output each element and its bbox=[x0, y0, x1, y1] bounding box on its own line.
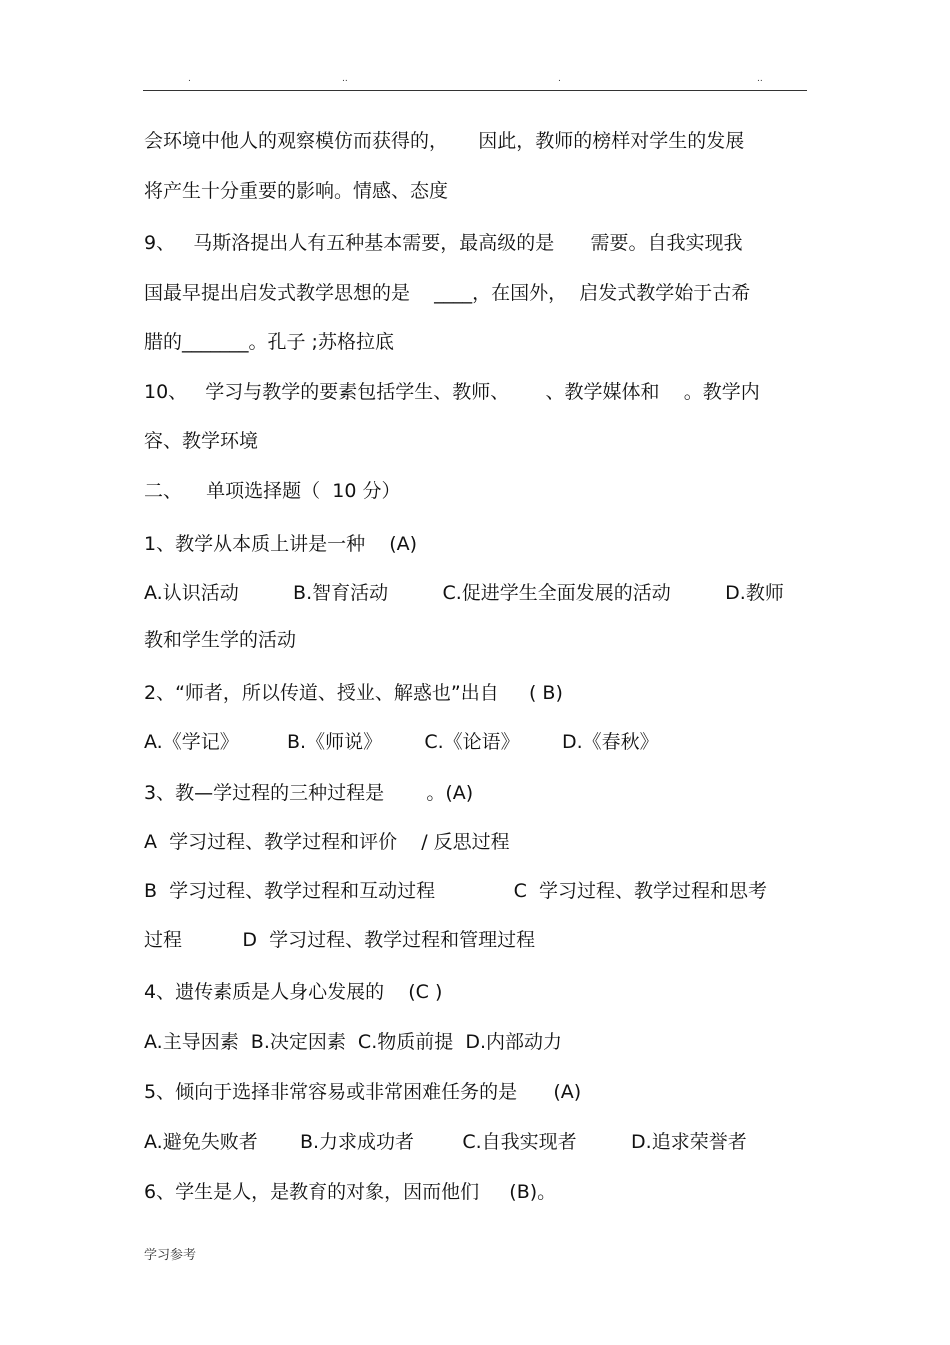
option-3bc: B 学习过程、教学过程和互动过程 C 学习过程、教学过程和思考 bbox=[144, 880, 767, 902]
option-3d: 过程 D 学习过程、教学过程和管理过程 bbox=[144, 929, 536, 951]
header-dot: . bbox=[558, 74, 561, 84]
text-line: 国最早提出启发式教学思想的是 ____，在国外， 启发式教学始于古希 bbox=[144, 282, 751, 304]
question-3: 3、教—学过程的三种过程是 。(A) bbox=[144, 782, 474, 804]
question-5: 5、倾向于选择非常容易或非常困难任务的是 (A) bbox=[144, 1081, 582, 1103]
question-1: 1、教学从本质上讲是一种 (A) bbox=[144, 533, 418, 555]
text-line: 会环境中他人的观察模仿而获得的， 因此，教师的榜样对学生的发展 bbox=[144, 130, 745, 152]
options-1: A.认识活动 B.智育活动 C.促进学生全面发展的活动 D.教师 bbox=[144, 582, 784, 604]
options-4: A.主导因素 B.决定因素 C.物质前提 D.内部动力 bbox=[144, 1031, 562, 1053]
options-1-cont: 教和学生学的活动 bbox=[144, 629, 297, 651]
text-line: 将产生十分重要的影响。情感、态度 bbox=[144, 180, 449, 202]
option-3a: A 学习过程、教学过程和评价 / 反思过程 bbox=[144, 831, 510, 853]
question-6: 6、学生是人，是教育的对象，因而他们 (B)。 bbox=[144, 1181, 557, 1203]
header-dot: .. bbox=[757, 74, 763, 84]
page-footer: 学习参考 bbox=[144, 1248, 197, 1263]
question-9: 9、 马斯洛提出人有五种基本需要，最高级的是 需要。自我实现我 bbox=[144, 232, 743, 254]
text-line: 腊的_______。孔子 ;苏格拉底 bbox=[144, 331, 394, 353]
question-4: 4、遗传素质是人身心发展的 (C ) bbox=[144, 981, 443, 1003]
header-rule bbox=[143, 90, 807, 91]
section-heading: 二、 单项选择题（ 10 分） bbox=[144, 480, 401, 502]
header-dot: . bbox=[188, 74, 191, 84]
options-2: A.《学记》 B.《师说》 C.《论语》 D.《春秋》 bbox=[144, 731, 659, 753]
text-line: 容、教学环境 bbox=[144, 430, 259, 452]
options-5: A.避免失败者 B.力求成功者 C.自我实现者 D.追求荣誉者 bbox=[144, 1131, 747, 1153]
header-dot: .. bbox=[342, 74, 348, 84]
question-2: 2、“师者，所以传道、授业、解惑也”出自 ( B) bbox=[144, 682, 563, 704]
question-10: 10、 学习与教学的要素包括学生、教师、 、教学媒体和 。教学内 bbox=[144, 381, 760, 403]
